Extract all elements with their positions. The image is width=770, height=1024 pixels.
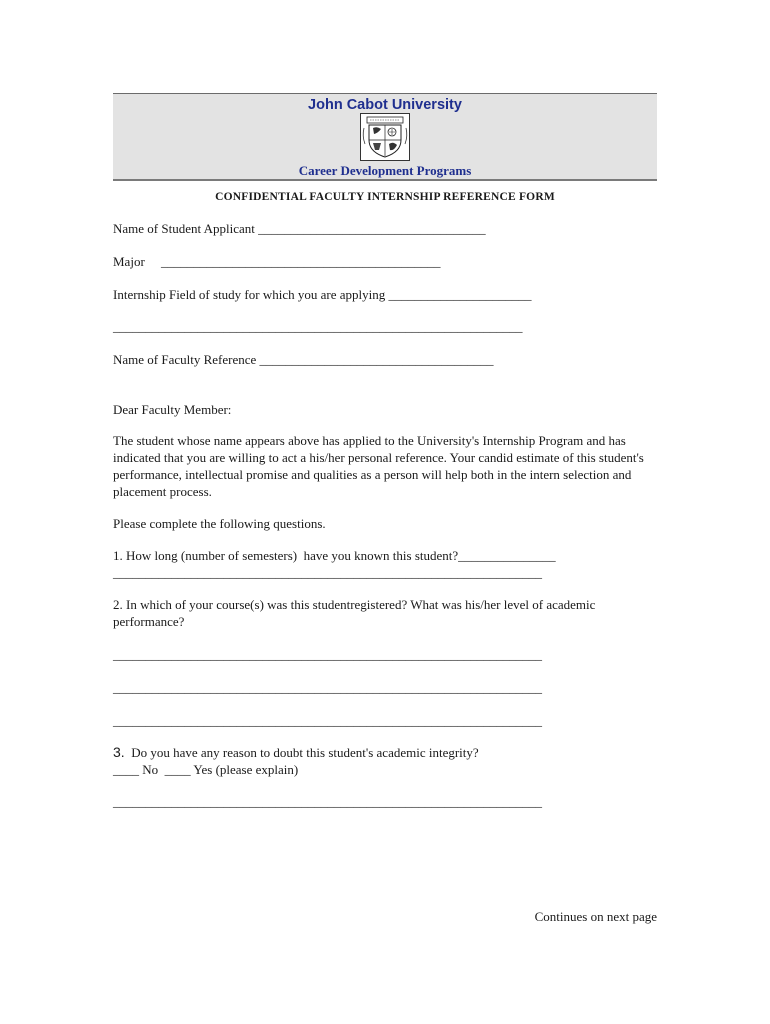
form-title: CONFIDENTIAL FACULTY INTERNSHIP REFERENCE FORM (215, 191, 555, 203)
student-applicant-field[interactable]: Name of Student Applicant ___________________________________ (113, 221, 486, 236)
field-of-study-field[interactable]: Internship Field of study for which you are applying ______________________ (113, 287, 532, 302)
question-2-answer-line[interactable]: __________________________________________________________________ (113, 647, 542, 662)
faculty-reference-field[interactable]: Name of Faculty Reference ____________________________________ (113, 352, 494, 367)
field-of-study-extra-line[interactable]: _______________________________________________________________ (113, 319, 523, 334)
instruction-text: Please complete the following questions. (113, 516, 326, 531)
intro-paragraph: The student whose name appears above has applied to the University's Internship Program and has indicated that you are willing to act a his/her personal reference. Your candid estimate of this student's performance, intellectual promise and qualities as a person will help both in the intern selection and placement process. (113, 433, 644, 499)
question-2: 2. In which of your course(s) was this studentregistered? What was his/her level of academic performance? (113, 597, 596, 629)
continues-note: Continues on next page (534, 909, 657, 924)
greeting: Dear Faculty Member: (113, 402, 232, 417)
question-3-text: Do you have any reason to doubt this student's academic integrity? (124, 745, 479, 760)
question-3-number: 3. (113, 744, 125, 760)
question-3-answer-line[interactable]: __________________________________________________________________ (113, 794, 542, 809)
university-crest-logo (360, 113, 410, 161)
career-programs-title: Career Development Programs (298, 163, 472, 178)
question-2-answer-line[interactable]: __________________________________________________________________ (113, 680, 542, 695)
question-1[interactable]: 1. How long (number of semesters) have you known this student?_______________ (113, 548, 556, 563)
question-1-answer-line[interactable]: __________________________________________________________________ (113, 565, 542, 580)
question-3 (113, 744, 479, 761)
question-3-options[interactable]: ____ No ____ Yes (please explain) (113, 762, 299, 777)
university-name: John Cabot University (308, 97, 462, 113)
question-2-answer-line[interactable]: __________________________________________________________________ (113, 713, 542, 728)
major-field[interactable]: Major ___________________________________________ (113, 254, 441, 269)
letterhead (113, 93, 657, 181)
